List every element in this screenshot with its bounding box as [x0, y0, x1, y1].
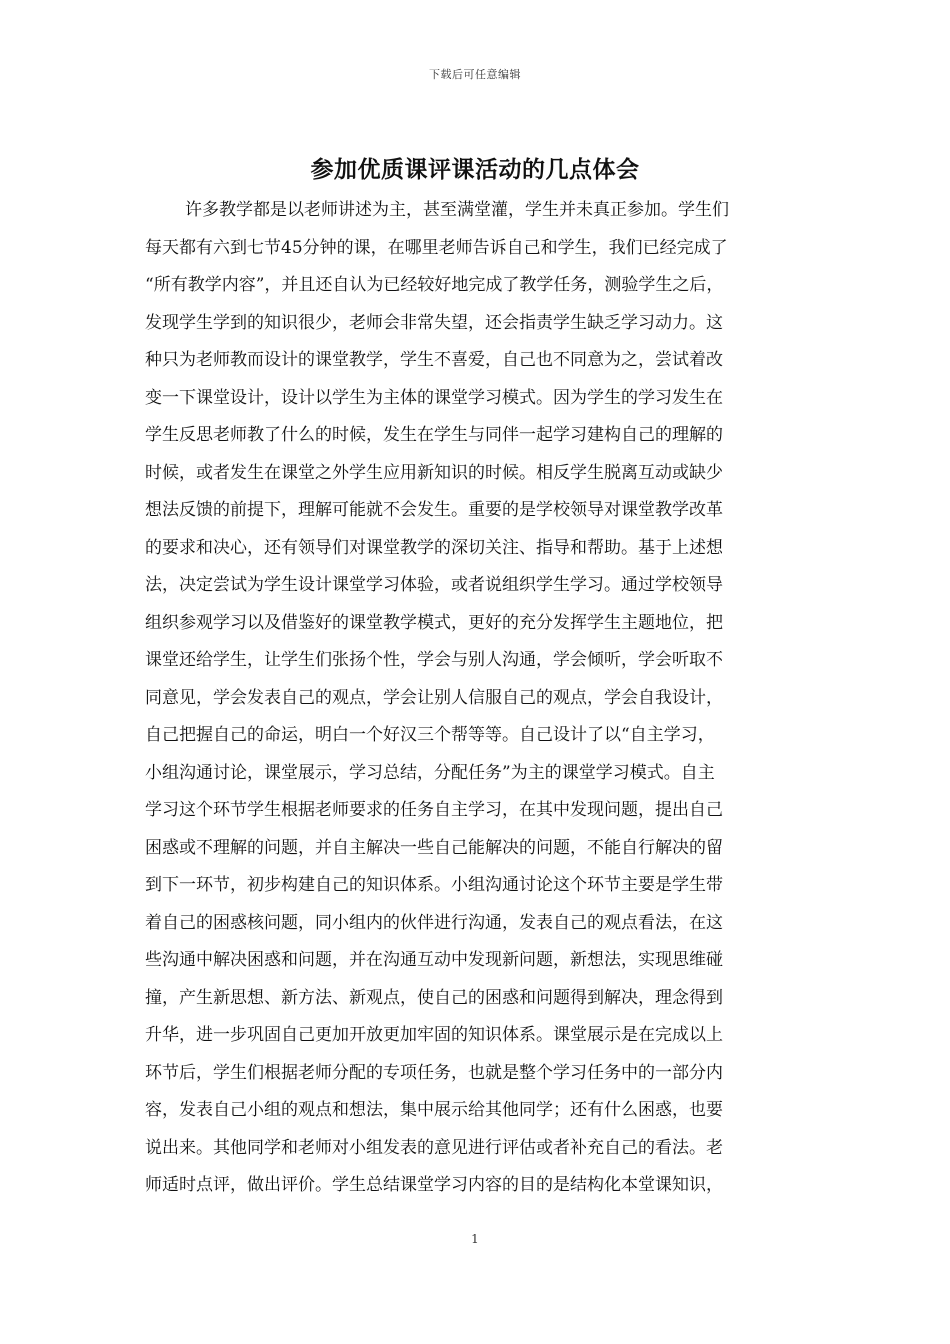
body-line: 学生反思老师教了什么的时候，发生在学生与同伴一起学习建构自己的理解的	[145, 425, 723, 445]
body-line: 容，发表自己小组的观点和想法，集中展示给其他同学；还有什么困惑，也要	[145, 1100, 723, 1120]
page-number: 1	[471, 1232, 479, 1246]
body-line: 升华，进一步巩固自己更加开放更加牢固的知识体系。课堂展示是在完成以上	[145, 1025, 723, 1045]
document-body	[145, 192, 809, 1205]
body-line: 变一下课堂设计，设计以学生为主体的课堂学习模式。因为学生的学习发生在	[145, 387, 723, 408]
document-title: 参加优质课评课活动的几点体会	[310, 156, 640, 183]
body-line: 小组沟通讨论，课堂展示，学习总结，分配任务”为主的课堂学习模式。自主	[145, 762, 715, 783]
body-line: 学习这个环节学生根据老师要求的任务自主学习，在其中发现问题，提出自己	[145, 800, 723, 820]
body-line: 些沟通中解决困惑和问题，并在沟通互动中发现新问题，新想法，实现思维碰	[145, 950, 723, 970]
body-line: 到下一环节，初步构建自己的知识体系。小组沟通讨论这个环节主要是学生带	[145, 875, 723, 895]
header-note: 下载后可任意编辑	[429, 68, 521, 81]
body-line: 自己把握自己的命运，明白一个好汉三个帮等等。自己设计了以“自主学习，	[145, 725, 715, 745]
body-line: 的要求和决心，还有领导们对课堂教学的深切关注、指导和帮助。基于上述想	[145, 537, 723, 558]
body-line: 种只为老师教而设计的课堂教学，学生不喜爱，自己也不同意为之，尝试着改	[145, 350, 723, 370]
body-line: 说出来。其他同学和老师对小组发表的意见进行评估或者补充自己的看法。老	[145, 1137, 723, 1158]
body-line: 想法反馈的前提下，理解可能就不会发生。重要的是学校领导对课堂教学改革	[145, 500, 723, 520]
body-line: 许多教学都是以老师讲述为主，甚至满堂灌，学生并未真正参加。学生们	[185, 200, 729, 220]
body-line: 法，决定尝试为学生设计课堂学习体验，或者说组织学生学习。通过学校领导	[145, 575, 723, 595]
body-line: 课堂还给学生，让学生们张扬个性，学会与别人沟通，学会倾听，学会听取不	[145, 650, 723, 670]
body-line: 组织参观学习以及借鉴好的课堂教学模式，更好的充分发挥学生主题地位，把	[145, 612, 723, 633]
body-line: 发现学生学到的知识很少，老师会非常失望，还会指责学生缺乏学习动力。这	[145, 312, 723, 333]
body-line: 撞，产生新思想、新方法、新观点，使自己的困惑和问题得到解决，理念得到	[145, 987, 723, 1008]
body-line: 环节后，学生们根据老师分配的专项任务，也就是整个学习任务中的一部分内	[145, 1062, 723, 1083]
body-line: 困惑或不理解的问题，并自主解决一些自己能解决的问题，不能自行解决的留	[145, 837, 723, 858]
body-line: 每天都有六到七节45分钟的课，在哪里老师告诉自己和学生，我们已经完成了	[145, 237, 728, 258]
body-line: 时候，或者发生在课堂之外学生应用新知识的时候。相反学生脱离互动或缺少	[145, 462, 723, 483]
body-line: “所有教学内容”，并且还自认为已经较好地完成了教学任务，测验学生之后，	[145, 275, 724, 295]
body-line: 同意见，学会发表自己的观点，学会让别人信服自己的观点，学会自我设计，	[145, 687, 723, 708]
body-line: 着自己的困惑核问题，同小组内的伙伴进行沟通，发表自己的观点看法，在这	[145, 912, 723, 933]
body-line: 师适时点评，做出评价。学生总结课堂学习内容的目的是结构化本堂课知识，	[145, 1175, 723, 1195]
